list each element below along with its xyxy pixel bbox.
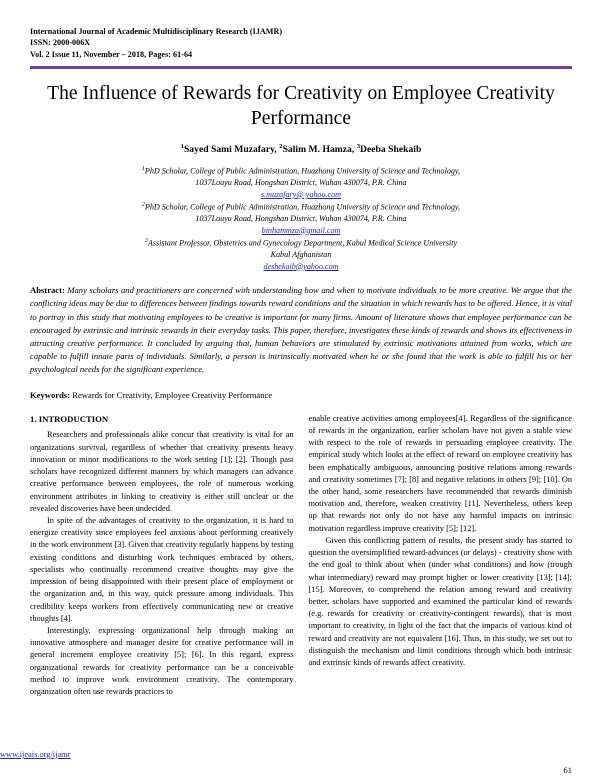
keywords-label: Keywords:	[30, 389, 71, 400]
author-list: $^1$Sayed Sami Muzafary, $^2$Salim M. Hamza, $^3$Deeba Shekaib	[180, 142, 422, 155]
right-paragraph-1: enable creative activities among employees[4]. Regardless of the significance of rewards in the organization, earlier scholars have not given a stable view with respect to the role of rewards in persuading employee creativity. The empirical study which looks at the effect of reward on employee creativity has been emphatically ambiguous, announcing positive relations among rewards and creativity sometimes [7]; [8] and negative relations in others [9]; [10]. On the other hand, some researchers have recommended that rewards diminish motivation and, therefore, weaken creativity [11]. Nevertheless, others keep up that rewards not only do not have any harmful impacts on intrinsic motivation regardless improve creativity [5]; [12].	[308, 413, 572, 533]
column-left	[30, 413, 294, 699]
keywords-line	[30, 389, 572, 402]
affiliation-2-line-2: 1037Louyu Road, Hongshan District, Wuhan 430074, P.R. China	[195, 214, 407, 224]
affiliation-3-marker: 3	[144, 237, 148, 244]
column-right	[309, 413, 573, 699]
affiliation-3-line-1: $^3$Assistant Professor, Obstetrics and Gynecology Department, Kabul Medical Science University	[144, 237, 458, 248]
abstract-text: Many scholars and practitioners are concerned with understanding how and when to motivate individuals to be more creative. We argue that the conflicting ideas may be due to differences between findings towards reward conditions and the situation in which rewards has to be offered. Hence, it is vital to portray in this study that motivating employees to be creative is important for many firms. Amount of literature shows that employee performance can be encouraged by extrinsic and intrinsic rewards in their everyday tasks. This paper, therefore, investigates these kinds of rewards and shows its effectiveness in attracting creative performance. It concluded by arguing that, human behaviors are stimulated by extrinsic motivations attained from works, which are capable to fulfill innate parts of individuals. Similarly, a person is intrinsically motivated when he or she found that the work is able to fulfill his or her psychological needs for the significant experience.	[30, 285, 572, 374]
affiliation-2-line-1: $^2$PhD Scholar, College of Public Administration, Huazhong University of Science and Technology,	[141, 201, 461, 212]
section-number: 1.	[30, 413, 37, 424]
abstract-label: Abstract:	[30, 285, 65, 296]
journal-issn: ISSN: 2000-006X	[30, 38, 91, 48]
affiliation-block	[30, 165, 572, 273]
affiliation-1-line-1: $^1$PhD Scholar, College of Public Administration, Huazhong University of Science and Technology,	[141, 165, 461, 176]
journal-site-link[interactable]: www.ijeais.org/ijamr	[0, 750, 71, 759]
affiliation-3	[30, 237, 572, 273]
page-footer	[0, 744, 600, 775]
affiliation-3-email-link[interactable]: deshekaib@yahoo.com	[263, 261, 339, 271]
left-paragraph-3: Interestingly, expressing organizational help through making an innovative atmosphere and manager desire for creative performance will in general increment employee creativity [5]; [6]. In this regard, express organizational rewards for creativity performance can be a conceivable method to improve work environment creativity. The contemporary organization often use rewards practices to	[30, 625, 294, 697]
section-title: INTRODUCTION	[38, 413, 109, 424]
section-heading-introduction	[30, 413, 294, 426]
affiliation-1-line-2: 1037Louyu Road, Hongshan District, Wuhan 430074, P.R. China	[195, 178, 407, 188]
journal-header	[30, 26, 572, 60]
journal-volume-line: Vol. 2 Issue 11, November – 2018, Pages: 61-64	[30, 49, 193, 59]
page-number: 61	[563, 765, 572, 775]
journal-name: International Journal of Academic Multidisciplinary Research (IJAMR)	[30, 27, 283, 36]
right-paragraph-2: Given this conflicting pattern of results, the present study has started to question the oversimplified reward-advances (or delays) - creativity show with the end goal to think about when (under what conditions) and how (trough what intermediary) reward may prompt higher or lower creativity [13]; [14]; [15]. Moreover, to comprehend the relation among reward and creativity better, scholars have supported and examined the particular kind of rewards (e.g. rewards for creativity or creativity-contingent rewards), that is most important to creativity, in light of the fact that the impacts of various kind of reward and creativity are not equivalent [16]. Thus, in this study, we set out to distinguish the mechanism and limit conditions through which both intrinsic and extrinsic kinds of rewards affect creativity.	[308, 535, 572, 668]
affiliation-2-marker: 2	[141, 201, 145, 208]
left-paragraph-2: In spite of the advantages of creativity to the organization, it is hard to energize creativity since employees feel anxious about performing creatively in the work environment [3]. Given that creativity regularly happens by testing existing conditions and disturbing work techniques embraced by others, specialists who continually recommend creative thoughts may give the impression of being disappointed with their present place of employment or the organization and, in this way, quick pressure among individuals. This credibility keeps workers from effectively communicating new or creative thoughts [4].	[30, 516, 294, 623]
left-paragraph-1: Researchers and professionals alike concur that creativity is vital for an organizations survival, regardless of whether that creativity presents heavy innovation or minor modifications to the work setting [1]; [2]. Though past scholars have recognized different manners by which managers can advance creative performance between employees, the role of numerous working environment attributes in linking to creativity is either still unclear or the revealed discoveries have been undecided.	[30, 430, 294, 513]
keywords-text: Rewards for Creativity, Employee Creativity Performance	[72, 389, 273, 400]
affiliation-2	[30, 201, 572, 237]
header-divider-rule	[30, 66, 572, 68]
affiliation-1-marker: 1	[141, 165, 145, 172]
affiliation-3-line-2: Kabul Afghanistan	[270, 249, 332, 259]
affiliation-1	[30, 165, 572, 201]
abstract-paragraph	[30, 284, 572, 375]
affiliation-2-email-link[interactable]: binhammza@gmail.com	[261, 225, 341, 235]
body-columns	[30, 413, 572, 699]
page-title: The Influence of Rewards for Creativity on Employee Creativity Performance	[47, 82, 555, 129]
affiliation-1-email-link[interactable]: s.muzafary@ yahoo.com	[260, 189, 342, 199]
